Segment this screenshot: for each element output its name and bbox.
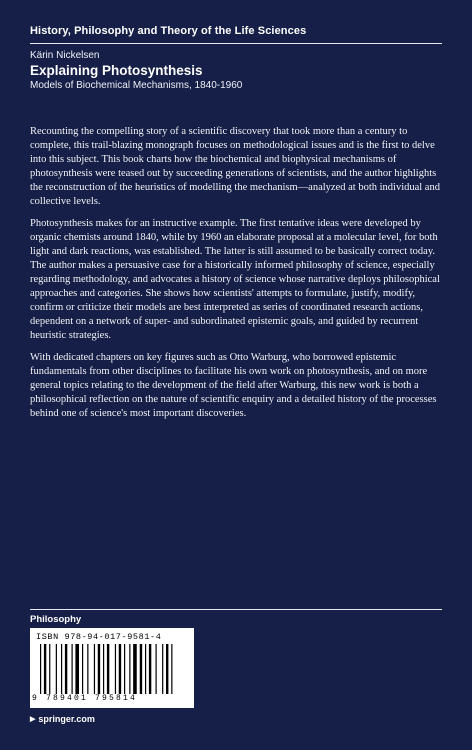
arrow-right-icon: ▶ [30,716,36,723]
series-title: History, Philosophy and Theory of the Life Sciences [30,25,307,37]
book-subtitle: Models of Biochemical Mechanisms, 1840-1960 [30,80,243,91]
isbn-text: ISBN 978-94-017-9581-4 [36,632,162,642]
website-label: springer.com [38,714,95,724]
description-paragraph: With dedicated chapters on key figures such as Otto Warburg, who borrowed epistemic fundamentals from other disciplines to facilitate his own work on photosynthesis, and on more general topics relating to the development of the field after Warburg, this new work is both a philosophical reflection on the nature of scientific enquiry and a detailed history of the processes behind one of science's most important discoveries. [30,352,437,419]
description-paragraph: Recounting the compelling story of a scientific discovery that took more than a century to complete, this trail-blazing monograph focuses on methodological issues and is the first to delve into this subject. This book charts how the biochemical and biophysical mechanisms of photosynthesis were teased out by succeeding generations of scientists, and the author highlights the reconstruction of the heuristics of modelling the mechanism—analyzed at both individual and collective levels. [30,126,440,207]
footer-divider [30,609,442,610]
book-description [30,125,442,429]
author-name: Kärin Nickelsen [30,50,100,61]
barcode-panel [30,628,194,708]
description-paragraph: Photosynthesis makes for an instructive example. The first tentative ideas were developed by organic chemists around 1840, while by 1960 an elaborate proposal at a molecular level, for both light and dark reactions, was established. The latter is still assumed to be basically correct today. The author makes a persuasive case for a historically informed philosophy of science, especially regarding methodology, and advocates a history of science whose narrative deploys philosophical approaches and categories. She shows how scientists' attempts to formulate, justify, modify, confirm or criticize their models are best interpreted as series of coordinated research actions, dependent on a network of super- and subordinated epistemic goals, and guided by recurrent heuristic strategies. [30,218,440,341]
book-title: Explaining Photosynthesis [30,63,203,78]
barcode-digits: 9 789401 795814 [32,694,138,703]
barcode-icon [40,644,184,694]
header-divider [30,43,442,44]
subject-category: Philosophy [30,614,82,625]
publisher-website[interactable] [30,714,95,724]
